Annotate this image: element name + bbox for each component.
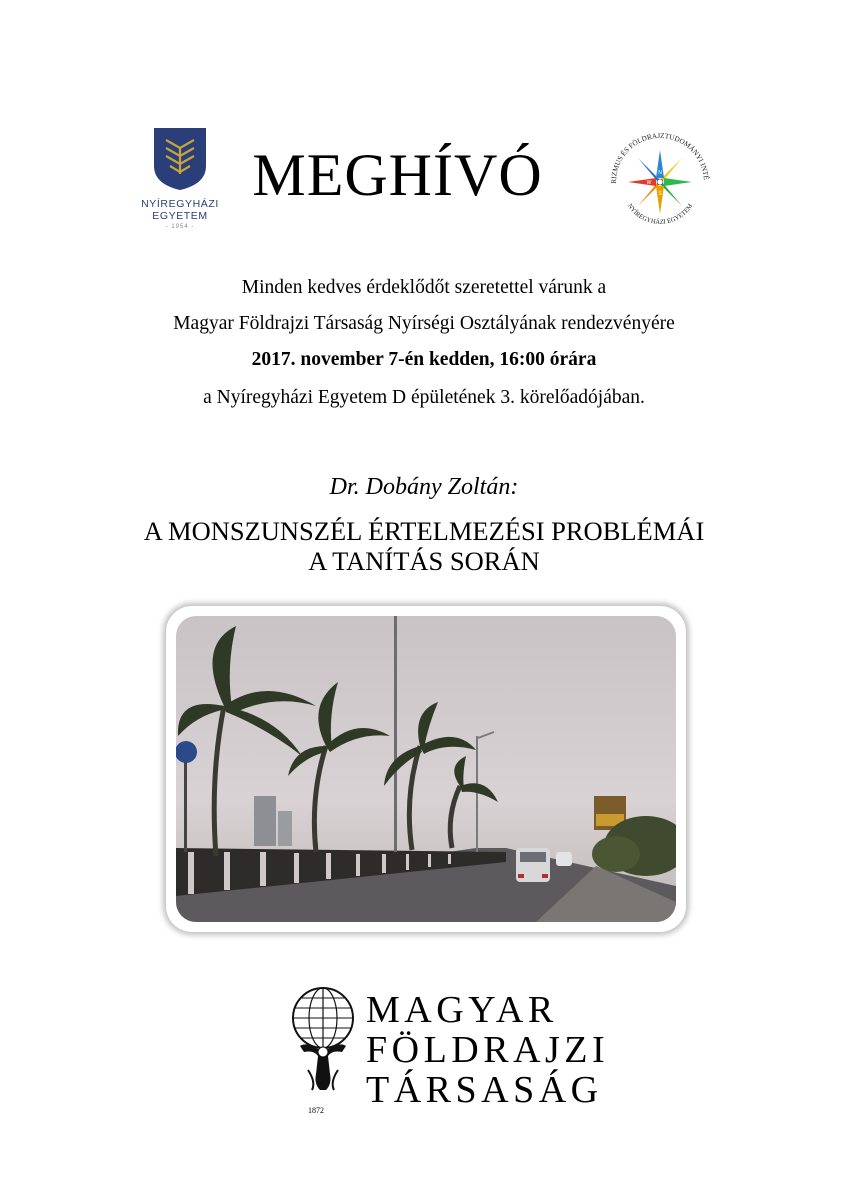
society-name-word-2: FÖLDRAJZI — [366, 1029, 610, 1071]
invitation-line-1: Minden kedves érdeklődőt szeretettel várunk a — [241, 277, 607, 298]
compass-w: W — [646, 180, 652, 186]
institute-bottom-text: NYÍREGYHÁZI EGYETEM — [625, 202, 695, 226]
university-year: - 1954 - — [165, 224, 195, 230]
event-datetime: 2017. november 7-én kedden, 16:00 órára — [251, 349, 597, 370]
page-title: MEGHÍVÓ — [252, 142, 543, 208]
talk-title-line-1: A MONSZUNSZÉL ÉRTELMEZÉSI PROBLÉMÁI — [143, 516, 705, 546]
compass-n: N — [658, 170, 662, 176]
compass-rose-icon — [598, 120, 722, 244]
society-atlas-logo — [286, 986, 360, 1094]
invitation-line-2: Magyar Földrajzi Társaság Nyírségi Osztályának rendezvényére — [173, 313, 675, 334]
monsoon-scene-image — [176, 616, 676, 922]
event-location: a Nyíregyházi Egyetem D épületének 3. körelőadójában. — [203, 387, 645, 408]
compass-s: S — [658, 191, 662, 197]
society-founding-year: 1872 — [308, 1106, 324, 1115]
university-name-2: EGYETEM — [152, 210, 208, 222]
atlas-globe-icon — [286, 986, 360, 1094]
speaker-name: Dr. Dobány Zoltán: — [329, 474, 519, 500]
talk-title-line-2: A TANÍTÁS SORÁN — [308, 546, 540, 576]
monsoon-street-photo — [176, 616, 676, 922]
society-name-word-3: TÁRSASÁG — [366, 1069, 603, 1111]
svg-text:TURIZMUS ÉS FÖLDRAJZTUDOMÁNYI — [598, 120, 712, 184]
institute-logo — [598, 120, 722, 244]
institute-arc-text: RIZMUS ÉS FÖLDRAJZTUDOMÁNYI INTÉ — [609, 131, 710, 184]
university-name: NYÍREGYHÁZI — [141, 198, 219, 210]
society-name-word-1: MAGYAR — [366, 989, 558, 1031]
talk-title — [0, 516, 848, 576]
